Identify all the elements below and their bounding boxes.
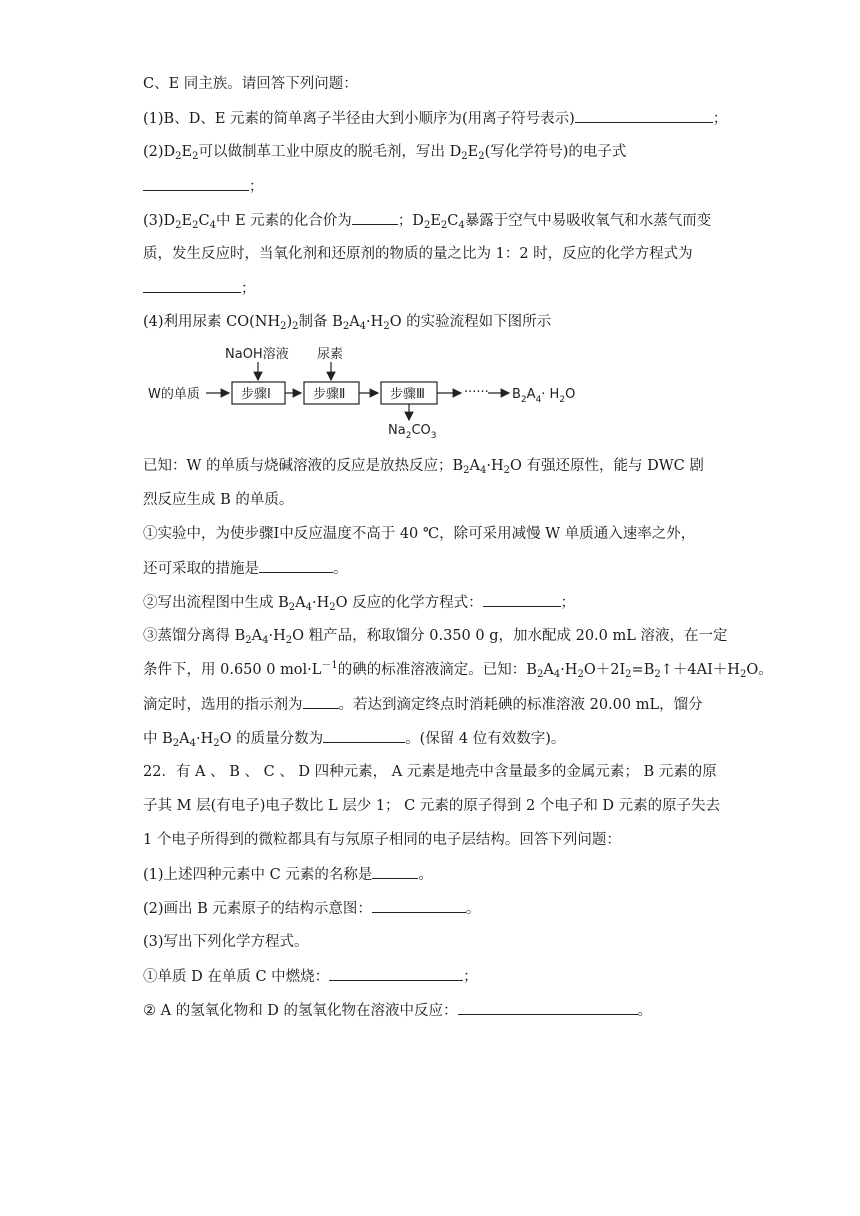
text-line: 条件下，用 0.650 0 $mol\cdot L^{-1}$的碘的标准溶液滴定。已知：$B_2A_4\cdot H_2O+2I_2=B_2↑+4AI+H_2O$。	[143, 660, 773, 680]
answer-blank[interactable]	[143, 278, 241, 293]
text-line: ①单质 D 在单质 C 中燃烧： ；	[143, 966, 478, 987]
question-4: (4)利用尿素 $CO(NH_2)_2$制备 $B_2A_4\cdot H_2O$ 的实验流程如下图所示	[143, 314, 552, 332]
flow-dots: ······	[464, 385, 489, 400]
flow-reagent2-label: 尿素	[317, 347, 344, 362]
text-line: 已知：W 的单质与烧碱溶液的反应是放热反应；$B_2A_4\cdot H_2O$ 有强还原性，能与 DWC 剧	[143, 458, 704, 476]
flow-start-label: W的单质	[148, 387, 200, 402]
text-line: (1)上述四种元素中 C 元素的名称是 。	[143, 864, 433, 885]
flow-product-label: $B_2A_4\cdot H_2O$	[512, 387, 576, 405]
answer-blank[interactable]	[483, 592, 561, 607]
flow-step3-label: 步骤Ⅲ	[390, 387, 425, 402]
question-3: $(3)D_2E_2C_4$中 E 元素的化合价为 ；$D_2E_2C_4$暴露于空气中易吸收氧气和水蒸气而变	[143, 210, 711, 231]
text-line: 质，发生反应时，当氧化剂和还原剂的物质的量之比为 1：2 时，反应的化学方程式为	[143, 246, 693, 262]
flow-reagent1-label: NaOH溶液	[225, 347, 289, 362]
answer-line: ；	[143, 176, 264, 197]
answer-blank[interactable]	[259, 558, 333, 573]
text-line: 滴定时，选用的指示剂为 。若达到滴定终点时消耗碘的标准溶液 20.00 mL，馏分	[143, 694, 703, 715]
text-line: 中 $B_2A_4\cdot H_2O$ 的质量分数为 。(保留 4 位有效数字)。	[143, 728, 565, 749]
answer-blank[interactable]	[323, 728, 405, 743]
answer-line: ；	[143, 278, 256, 299]
answer-blank[interactable]	[329, 966, 463, 981]
answer-blank[interactable]	[372, 898, 466, 913]
text-line: 烈反应生成 B 的单质。	[143, 492, 294, 508]
text-line: ③蒸馏分离得 $B_2A_4\cdot H_2O$ 粗产品，称取馏分 0.350 0 g，加水配成 20.0 mL 溶液，在一定	[143, 628, 728, 646]
text-line: ② A 的氢氧化物和 D 的氢氧化物在溶液中反应： 。	[143, 1000, 652, 1021]
answer-blank[interactable]	[575, 108, 713, 123]
question-22: 22．有 A 、 B 、 C 、 D 四种元素， A 元素是地壳中含量最多的金属元素； B 元素的原	[143, 764, 717, 780]
text-line: 还可采取的措施是 。	[143, 558, 348, 579]
text-line: 1 个电子所得到的微粒都具有与氖原子相同的电子层结构。回答下列问题：	[143, 832, 621, 848]
text-line: ②写出流程图中生成 $B_2A_4\cdot H_2O$ 反应的化学方程式： ；	[143, 592, 575, 613]
answer-blank[interactable]	[372, 864, 418, 879]
text-line: 子其 M 层(有电子)电子数比 L 层少 1； C 元素的原子得到 2 个电子和 D 元素的原子失去	[143, 798, 721, 814]
text-line: ①实验中，为使步骤Ⅰ中反应温度不高于 40 ℃，除可采用减慢 W 单质通入速率之外，	[143, 526, 696, 542]
flow-diagram-svg	[143, 340, 603, 440]
answer-blank[interactable]	[458, 1000, 638, 1015]
answer-blank[interactable]	[303, 694, 339, 709]
text-line: (2)画出 B 元素原子的结构示意图： 。	[143, 898, 480, 919]
question-1: (1)B、D、E 元素的简单离子半径由大到小顺序为(用离子符号表示) ；	[143, 108, 727, 129]
flow-step1-label: 步骤Ⅰ	[241, 387, 271, 402]
answer-blank[interactable]	[352, 210, 398, 225]
flow-byproduct-label: $Na_2CO_3$	[388, 423, 437, 440]
flow-step2-label: 步骤Ⅱ	[313, 387, 346, 402]
question-2: $(2)D_2E_2$可以做制革工业中原皮的脱毛剂，写出 $D_2E_2$(写化学符号)的电子式	[143, 144, 627, 162]
flow-diagram	[143, 340, 603, 440]
text-line: (3)写出下列化学方程式。	[143, 934, 309, 950]
text-line: C、E 同主族。请回答下列问题：	[143, 76, 358, 92]
answer-blank[interactable]	[143, 176, 249, 191]
